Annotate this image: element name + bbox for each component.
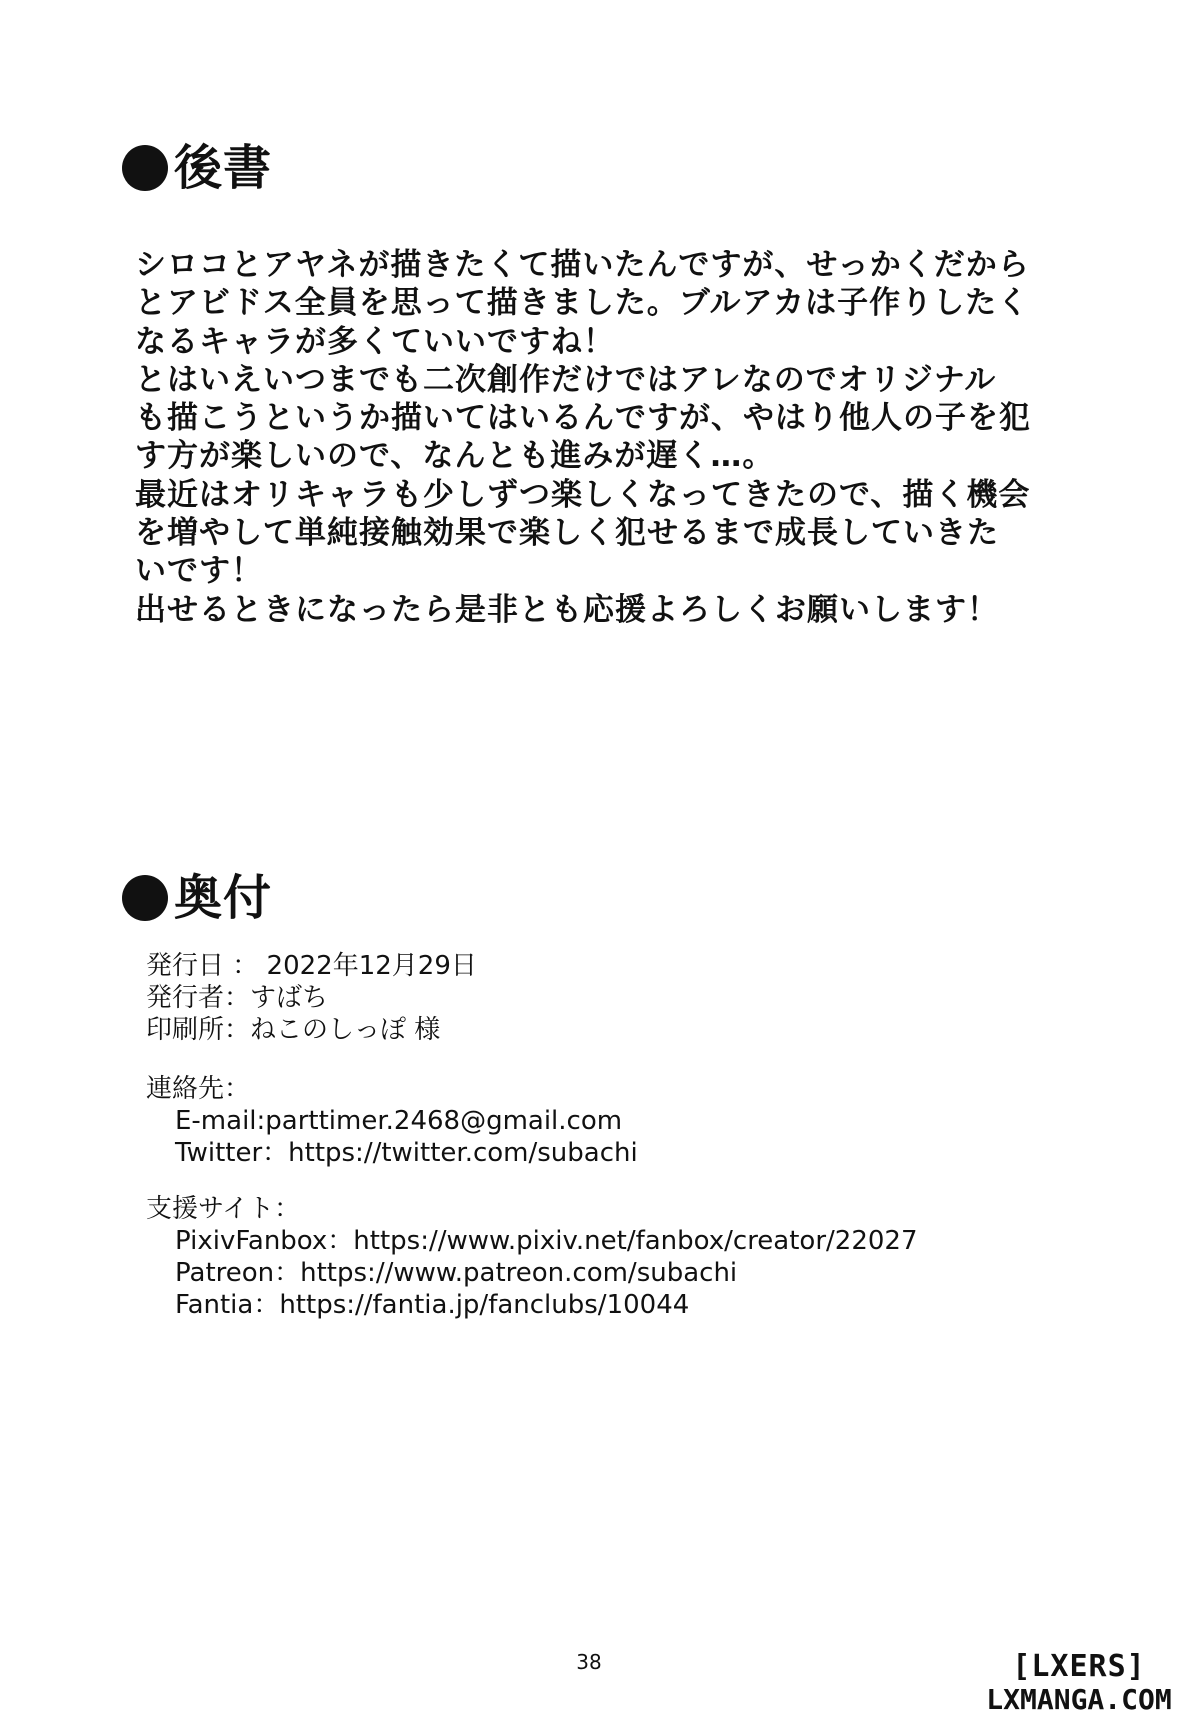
contact-email: E-mail:parttimer.2468@gmail.com [175, 1106, 623, 1136]
support-pixiv-fanbox: PixivFanbox：https://www.pixiv.net/fanbox/creator/22027 [175, 1226, 918, 1256]
afterword-line: 出せるときになったら是非とも応援よろしくお願いします！ [135, 591, 999, 628]
afterword-line: シロコとアヤネが描きたくて描いたんですが、せっかくだから [135, 247, 1030, 283]
afterword-line: も描こうというか描いてはいるんですが、やはり他人の子を犯 [135, 400, 1031, 437]
support-patreon: Patreon：https://www.patreon.com/subachi [175, 1258, 738, 1288]
afterword-line: とアビドス全員を思って描きました。ブルアカは子作りしたく [135, 285, 1030, 322]
support-label: 支援サイト： [146, 1194, 301, 1224]
site-watermark [974, 1649, 1184, 1716]
afterword-line: なるキャラが多くていいですね！ [135, 323, 615, 360]
heading-bullet-icon [122, 875, 168, 921]
spacer [146, 1169, 1046, 1193]
afterword-line: とはいえいつまでも二次創作だけではアレなのでオリジナル [135, 361, 997, 398]
heading-bullet-icon [122, 145, 168, 191]
publisher: 発行者：すばち [146, 983, 329, 1013]
afterword-body [135, 246, 1075, 629]
colophon-heading [122, 868, 272, 928]
printer: 印刷所：ねこのしっぽ 様 [146, 1015, 441, 1045]
contact-twitter: Twitter：https://twitter.com/subachi [175, 1138, 638, 1168]
afterword-line: を増やして単純接触効果で楽しく犯せるまで成長していきた [135, 515, 999, 552]
afterword-line: いです！ [135, 553, 263, 590]
watermark-bottom: LXMANGA.COM [986, 1683, 1172, 1716]
afterword-line: 最近はオリキャラも少しずつ楽しくなってきたので、描く機会 [135, 476, 1031, 513]
support-fantia: Fantia：https://fantia.jp/fanclubs/10044 [175, 1290, 690, 1320]
colophon-body [146, 950, 1046, 1321]
publish-date: 発行日 ： 2022年12月29日 [146, 951, 477, 981]
afterword-line: す方が楽しいので、なんとも進みが遅く…。 [135, 438, 775, 475]
watermark-top: [LXERS] [1012, 1649, 1146, 1684]
page-number: 38 [576, 1650, 602, 1674]
spacer [146, 1046, 1046, 1073]
contact-label: 連絡先： [146, 1074, 251, 1104]
colophon-heading-text: 奥付 [174, 870, 273, 926]
afterword-heading-text: 後書 [174, 140, 273, 196]
afterword-heading [122, 138, 272, 198]
